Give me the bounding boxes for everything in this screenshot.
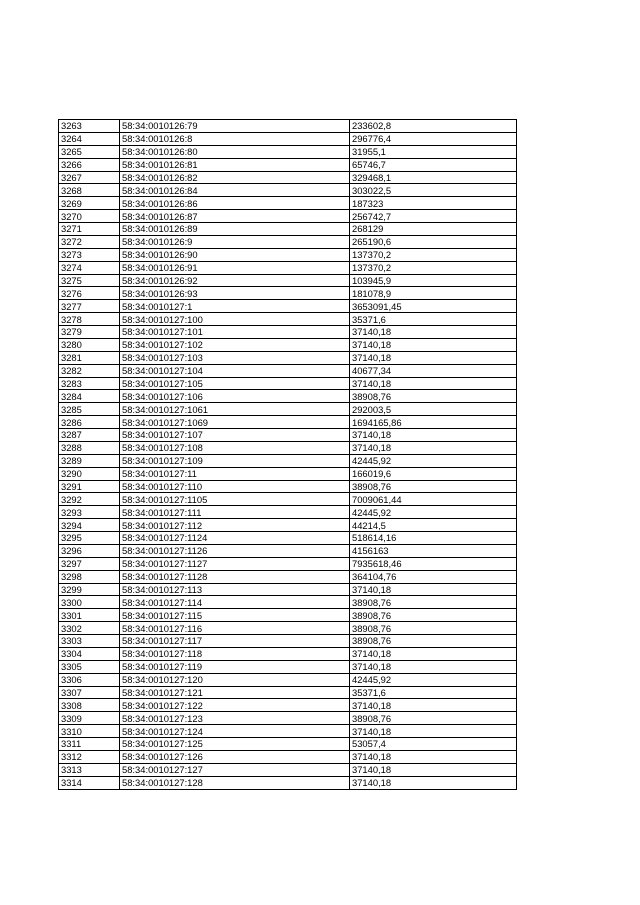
cadastral-number-cell: 58:34:0010127:1061 — [120, 403, 350, 416]
value-cell: 7935618,46 — [350, 557, 517, 570]
cadastral-number-cell: 58:34:0010126:84 — [120, 184, 350, 197]
value-cell: 44214,5 — [350, 519, 517, 532]
table-row — [59, 454, 517, 467]
table-row — [59, 197, 517, 210]
cadastral-number-cell: 58:34:0010127:1105 — [120, 493, 350, 506]
table-row — [59, 493, 517, 506]
row-number-cell: 3304 — [59, 647, 120, 660]
table-row — [59, 184, 517, 197]
table-row — [59, 673, 517, 686]
table-row — [59, 235, 517, 248]
table-row — [59, 725, 517, 738]
row-number-cell: 3266 — [59, 158, 120, 171]
cadastral-number-cell: 58:34:0010127:126 — [120, 750, 350, 763]
cadastral-number-cell: 58:34:0010127:1127 — [120, 557, 350, 570]
value-cell: 292003,5 — [350, 403, 517, 416]
value-cell: 256742,7 — [350, 210, 517, 223]
cadastral-number-cell: 58:34:0010126:93 — [120, 287, 350, 300]
value-cell: 37140,18 — [350, 776, 517, 789]
table-row — [59, 287, 517, 300]
cadastral-number-cell: 58:34:0010126:92 — [120, 274, 350, 287]
table-row — [59, 738, 517, 751]
cadastral-number-cell: 58:34:0010126:90 — [120, 248, 350, 261]
cadastral-number-cell: 58:34:0010127:108 — [120, 441, 350, 454]
row-number-cell: 3272 — [59, 235, 120, 248]
row-number-cell: 3293 — [59, 506, 120, 519]
cadastral-number-cell: 58:34:0010127:112 — [120, 519, 350, 532]
cadastral-number-cell: 58:34:0010126:81 — [120, 158, 350, 171]
cadastral-number-cell: 58:34:0010127:1128 — [120, 570, 350, 583]
value-cell: 37140,18 — [350, 699, 517, 712]
cadastral-number-cell: 58:34:0010127:104 — [120, 364, 350, 377]
value-cell: 38908,76 — [350, 635, 517, 648]
value-cell: 37140,18 — [350, 647, 517, 660]
value-cell: 187323 — [350, 197, 517, 210]
row-number-cell: 3281 — [59, 351, 120, 364]
row-number-cell: 3294 — [59, 519, 120, 532]
table-row — [59, 120, 517, 133]
row-number-cell: 3308 — [59, 699, 120, 712]
table-row — [59, 377, 517, 390]
value-cell: 42445,92 — [350, 506, 517, 519]
row-number-cell: 3265 — [59, 145, 120, 158]
table-row — [59, 480, 517, 493]
row-number-cell: 3289 — [59, 454, 120, 467]
row-number-cell: 3277 — [59, 300, 120, 313]
row-number-cell: 3267 — [59, 171, 120, 184]
table-row — [59, 763, 517, 776]
cadastral-number-cell: 58:34:0010127:103 — [120, 351, 350, 364]
value-cell: 518614,16 — [350, 532, 517, 545]
value-cell: 265190,6 — [350, 235, 517, 248]
value-cell: 31955,1 — [350, 145, 517, 158]
cadastral-number-cell: 58:34:0010127:114 — [120, 596, 350, 609]
row-number-cell: 3279 — [59, 326, 120, 339]
table-row — [59, 686, 517, 699]
table-row — [59, 467, 517, 480]
row-number-cell: 3297 — [59, 557, 120, 570]
cadastral-number-cell: 58:34:0010127:115 — [120, 609, 350, 622]
value-cell: 233602,8 — [350, 120, 517, 133]
table-row — [59, 261, 517, 274]
table-row — [59, 532, 517, 545]
value-cell: 53057,4 — [350, 738, 517, 751]
row-number-cell: 3295 — [59, 532, 120, 545]
table-row — [59, 596, 517, 609]
value-cell: 303022,5 — [350, 184, 517, 197]
row-number-cell: 3268 — [59, 184, 120, 197]
value-cell: 166019,6 — [350, 467, 517, 480]
cadastral-number-cell: 58:34:0010127:123 — [120, 712, 350, 725]
cadastral-number-cell: 58:34:0010127:119 — [120, 660, 350, 673]
table-row — [59, 300, 517, 313]
cadastral-number-cell: 58:34:0010127:122 — [120, 699, 350, 712]
row-number-cell: 3312 — [59, 750, 120, 763]
cadastral-number-cell: 58:34:0010127:113 — [120, 583, 350, 596]
cadastral-number-cell: 58:34:0010127:111 — [120, 506, 350, 519]
row-number-cell: 3298 — [59, 570, 120, 583]
value-cell: 37140,18 — [350, 725, 517, 738]
cadastral-number-cell: 58:34:0010127:105 — [120, 377, 350, 390]
table-row — [59, 274, 517, 287]
cadastral-number-cell: 58:34:0010126:91 — [120, 261, 350, 274]
value-cell: 37140,18 — [350, 326, 517, 339]
row-number-cell: 3284 — [59, 390, 120, 403]
cadastral-number-cell: 58:34:0010127:127 — [120, 763, 350, 776]
table-row — [59, 403, 517, 416]
table-row — [59, 699, 517, 712]
row-number-cell: 3290 — [59, 467, 120, 480]
row-number-cell: 3282 — [59, 364, 120, 377]
cadastral-number-cell: 58:34:0010127:121 — [120, 686, 350, 699]
cadastral-number-cell: 58:34:0010127:120 — [120, 673, 350, 686]
data-table — [58, 119, 517, 790]
row-number-cell: 3286 — [59, 416, 120, 429]
value-cell: 1694165,86 — [350, 416, 517, 429]
row-number-cell: 3291 — [59, 480, 120, 493]
row-number-cell: 3264 — [59, 132, 120, 145]
row-number-cell: 3292 — [59, 493, 120, 506]
value-cell: 38908,76 — [350, 480, 517, 493]
value-cell: 296776,4 — [350, 132, 517, 145]
row-number-cell: 3288 — [59, 441, 120, 454]
table-row — [59, 326, 517, 339]
table-row — [59, 313, 517, 326]
cadastral-number-cell: 58:34:0010127:128 — [120, 776, 350, 789]
value-cell: 3653091,45 — [350, 300, 517, 313]
value-cell: 37140,18 — [350, 429, 517, 442]
value-cell: 137370,2 — [350, 248, 517, 261]
value-cell: 4156163 — [350, 544, 517, 557]
table-row — [59, 660, 517, 673]
row-number-cell: 3314 — [59, 776, 120, 789]
value-cell: 37140,18 — [350, 377, 517, 390]
table-row — [59, 544, 517, 557]
row-number-cell: 3263 — [59, 120, 120, 133]
row-number-cell: 3285 — [59, 403, 120, 416]
value-cell: 38908,76 — [350, 596, 517, 609]
table-row — [59, 570, 517, 583]
value-cell: 37140,18 — [350, 583, 517, 596]
table-row — [59, 416, 517, 429]
table-row — [59, 441, 517, 454]
cadastral-number-cell: 58:34:0010126:89 — [120, 223, 350, 236]
cadastral-number-cell: 58:34:0010126:80 — [120, 145, 350, 158]
cadastral-number-cell: 58:34:0010127:102 — [120, 338, 350, 351]
table-row — [59, 635, 517, 648]
row-number-cell: 3275 — [59, 274, 120, 287]
cadastral-number-cell: 58:34:0010127:106 — [120, 390, 350, 403]
value-cell: 329468,1 — [350, 171, 517, 184]
value-cell: 35371,6 — [350, 313, 517, 326]
value-cell: 37140,18 — [350, 660, 517, 673]
table-row — [59, 506, 517, 519]
table-row — [59, 248, 517, 261]
value-cell: 268129 — [350, 223, 517, 236]
table-row — [59, 712, 517, 725]
table-row — [59, 557, 517, 570]
row-number-cell: 3278 — [59, 313, 120, 326]
row-number-cell: 3310 — [59, 725, 120, 738]
cadastral-number-cell: 58:34:0010127:100 — [120, 313, 350, 326]
table-row — [59, 776, 517, 789]
cadastral-number-cell: 58:34:0010126:8 — [120, 132, 350, 145]
value-cell: 37140,18 — [350, 763, 517, 776]
row-number-cell: 3296 — [59, 544, 120, 557]
value-cell: 38908,76 — [350, 712, 517, 725]
cadastral-number-cell: 58:34:0010127:107 — [120, 429, 350, 442]
value-cell: 65746,7 — [350, 158, 517, 171]
cadastral-number-cell: 58:34:0010126:9 — [120, 235, 350, 248]
table-row — [59, 223, 517, 236]
table-body — [59, 120, 517, 790]
value-cell: 42445,92 — [350, 673, 517, 686]
table-row — [59, 609, 517, 622]
table-row — [59, 750, 517, 763]
table-row — [59, 429, 517, 442]
cadastral-number-cell: 58:34:0010126:79 — [120, 120, 350, 133]
table-row — [59, 647, 517, 660]
cadastral-number-cell: 58:34:0010126:86 — [120, 197, 350, 210]
value-cell: 42445,92 — [350, 454, 517, 467]
cadastral-number-cell: 58:34:0010126:87 — [120, 210, 350, 223]
table-row — [59, 583, 517, 596]
cadastral-number-cell: 58:34:0010127:1069 — [120, 416, 350, 429]
row-number-cell: 3273 — [59, 248, 120, 261]
value-cell: 38908,76 — [350, 390, 517, 403]
cadastral-number-cell: 58:34:0010127:118 — [120, 647, 350, 660]
cadastral-number-cell: 58:34:0010127:101 — [120, 326, 350, 339]
row-number-cell: 3287 — [59, 429, 120, 442]
cadastral-number-cell: 58:34:0010127:116 — [120, 622, 350, 635]
cadastral-number-cell: 58:34:0010127:110 — [120, 480, 350, 493]
value-cell: 38908,76 — [350, 622, 517, 635]
cadastral-number-cell: 58:34:0010127:1126 — [120, 544, 350, 557]
row-number-cell: 3307 — [59, 686, 120, 699]
value-cell: 181078,9 — [350, 287, 517, 300]
row-number-cell: 3306 — [59, 673, 120, 686]
row-number-cell: 3300 — [59, 596, 120, 609]
row-number-cell: 3271 — [59, 223, 120, 236]
cadastral-number-cell: 58:34:0010127:124 — [120, 725, 350, 738]
value-cell: 103945,9 — [350, 274, 517, 287]
cadastral-number-cell: 58:34:0010127:1 — [120, 300, 350, 313]
row-number-cell: 3305 — [59, 660, 120, 673]
cadastral-number-cell: 58:34:0010127:125 — [120, 738, 350, 751]
row-number-cell: 3309 — [59, 712, 120, 725]
row-number-cell: 3269 — [59, 197, 120, 210]
row-number-cell: 3303 — [59, 635, 120, 648]
value-cell: 364104,76 — [350, 570, 517, 583]
row-number-cell: 3280 — [59, 338, 120, 351]
value-cell: 40677,34 — [350, 364, 517, 377]
table-row — [59, 390, 517, 403]
row-number-cell: 3299 — [59, 583, 120, 596]
row-number-cell: 3301 — [59, 609, 120, 622]
value-cell: 37140,18 — [350, 338, 517, 351]
table-row — [59, 145, 517, 158]
row-number-cell: 3311 — [59, 738, 120, 751]
table-row — [59, 210, 517, 223]
value-cell: 7009061,44 — [350, 493, 517, 506]
value-cell: 35371,6 — [350, 686, 517, 699]
row-number-cell: 3283 — [59, 377, 120, 390]
row-number-cell: 3276 — [59, 287, 120, 300]
table-row — [59, 338, 517, 351]
table-row — [59, 171, 517, 184]
value-cell: 37140,18 — [350, 750, 517, 763]
table-row — [59, 519, 517, 532]
cadastral-number-cell: 58:34:0010127:109 — [120, 454, 350, 467]
row-number-cell: 3270 — [59, 210, 120, 223]
table-row — [59, 158, 517, 171]
value-cell: 38908,76 — [350, 609, 517, 622]
value-cell: 137370,2 — [350, 261, 517, 274]
cadastral-number-cell: 58:34:0010127:117 — [120, 635, 350, 648]
value-cell: 37140,18 — [350, 351, 517, 364]
table-row — [59, 622, 517, 635]
table-row — [59, 132, 517, 145]
cadastral-number-cell: 58:34:0010127:1124 — [120, 532, 350, 545]
table-row — [59, 351, 517, 364]
row-number-cell: 3302 — [59, 622, 120, 635]
cadastral-number-cell: 58:34:0010126:82 — [120, 171, 350, 184]
cadastral-number-cell: 58:34:0010127:11 — [120, 467, 350, 480]
table-row — [59, 364, 517, 377]
value-cell: 37140,18 — [350, 441, 517, 454]
row-number-cell: 3313 — [59, 763, 120, 776]
row-number-cell: 3274 — [59, 261, 120, 274]
